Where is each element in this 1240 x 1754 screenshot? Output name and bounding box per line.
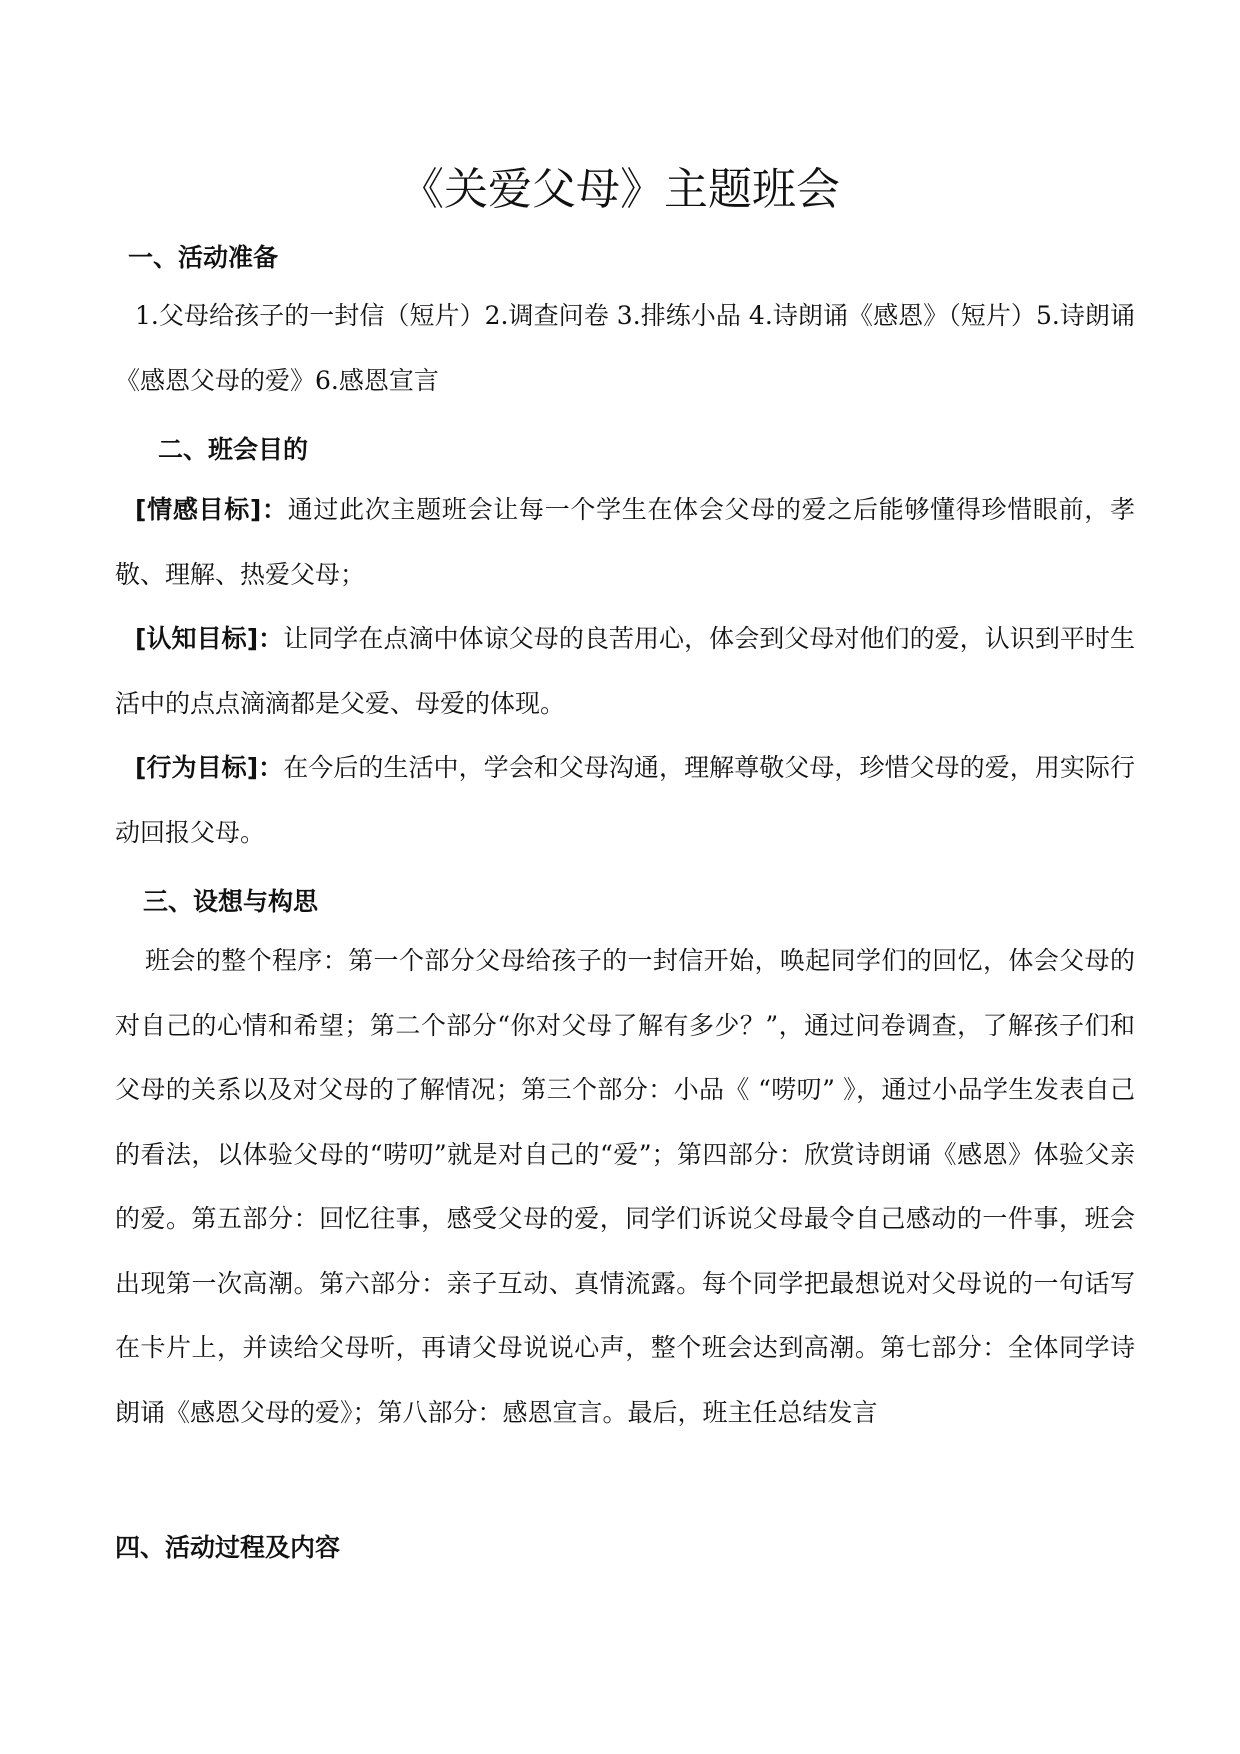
goal-emotional-text: 通过此次主题班会让每一个学生在体会父母的爱之后能够懂得珍惜眼前，孝敬、理解、热爱父母； xyxy=(115,495,1135,589)
document-title: 《关爱父母》主题班会 xyxy=(400,164,840,215)
section-heading-process: 四、活动过程及内容 xyxy=(115,1533,341,1562)
preparation-list: 1.父母给孩子的一封信（短片）2.调查问卷 3.排练小品 4.诗朗诵《感恩》（短片）5.诗朗诵《感恩父母的爱》6.感恩宣言 xyxy=(115,301,1135,395)
goal-cognitive xyxy=(115,607,1135,736)
goal-cognitive-text: 让同学在点滴中体谅父母的良苦用心，体会到父母对他们的爱，认识到平时生活中的点点滴滴都是父爱、母爱的体现。 xyxy=(115,624,1135,718)
section-heading-preparation: 一、活动准备 xyxy=(128,243,279,272)
goal-behavioral-text: 在今后的生活中，学会和父母沟通，理解尊敬父母，珍惜父母的爱，用实际行动回报父母。 xyxy=(115,753,1135,847)
goal-behavioral xyxy=(115,736,1135,865)
concept-paragraph: 班会的整个程序：第一个部分父母给孩子的一封信开始，唤起同学们的回忆，体会父母的对自己的心情和希望；第二个部分“你对父母了解有多少？”，通过问卷调查，了解孩子们和父母的关系以及对父母的了解情况；第三个部分：小品《 “唠叨” 》，通过小品学生发表自己的看法，以体验父母的“唠叨”就是对自己的“爱”；第四部分：欣赏诗朗诵《感恩》体验父亲的爱。第五部分：回忆往事，感受父母的爱，同学们诉说父母最令自己感动的一件事，班会出现第一次高潮。第六部分：亲子互动、真情流露。每个同学把最想说对父母说的一句话写在卡片上，并读给父母听，再请父母说说心声，整个班会达到高潮。第七部分：全体同学诗朗诵《感恩父母的爱》；第八部分：感恩宣言。最后，班主任总结发言 xyxy=(115,946,1135,1427)
goal-behavioral-label: [行为目标]： xyxy=(135,753,284,782)
goal-emotional-label: [情感目标]： xyxy=(135,495,288,524)
goal-emotional xyxy=(115,478,1135,607)
goal-cognitive-label: [认知目标]： xyxy=(135,624,284,653)
section-heading-purpose: 二、班会目的 xyxy=(158,435,309,464)
section-heading-concept: 三、设想与构思 xyxy=(143,887,319,916)
